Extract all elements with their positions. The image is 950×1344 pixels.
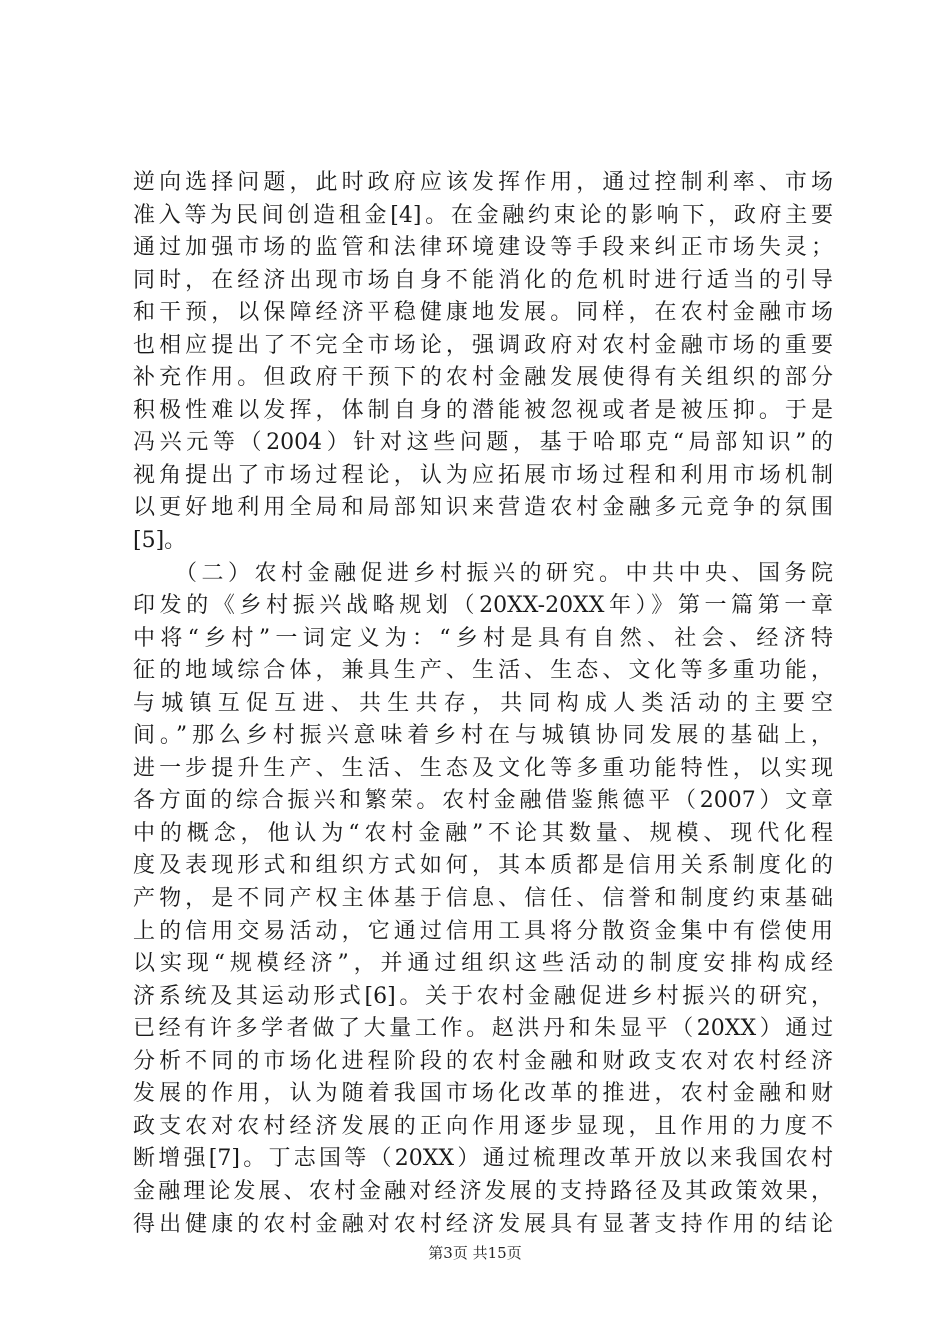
text-line: 和干预，以保障经济平稳健康地发展。同样，在农村金融市场 (133, 300, 833, 326)
text-line: 视角提出了市场过程论，认为应拓展市场过程和利用市场机制 (133, 462, 833, 488)
text-line: 济系统及其运动形式[6]。关于农村金融促进乡村振兴的研究， (133, 983, 833, 1009)
text-line: 断增强[7]。丁志国等（20XX）通过梳理改革开放以来我国农村 (133, 1146, 833, 1172)
text-line: 上的信用交易活动，它通过信用工具将分散资金集中有偿使用 (133, 918, 833, 944)
text-line: 印发的《乡村振兴战略规划（20XX-20XX年）》第一篇第一章 (133, 593, 833, 619)
text-line: 中的概念，他认为“农村金融”不论其数量、规模、现代化程 (133, 820, 833, 846)
text-line: 进一步提升生产、生活、生态及文化等多重功能特性，以实现 (133, 755, 833, 781)
text-line: 逆向选择问题，此时政府应该发挥作用，通过控制利率、市场 (133, 170, 833, 195)
text-line: 冯兴元等（2004）针对这些问题，基于哈耶克“局部知识”的 (133, 430, 833, 456)
text-line: 同时，在经济出现市场自身不能消化的危机时进行适当的引导 (133, 267, 833, 293)
text-line: 金融理论发展、农村金融对经济发展的支持路径及其政策效果， (133, 1178, 833, 1204)
text-line: 分析不同的市场化进程阶段的农村金融和财政支农对农村经济 (133, 1048, 833, 1074)
text-line: 已经有许多学者做了大量工作。赵洪丹和朱显平（20XX）通过 (133, 1016, 833, 1042)
text-line: 通过加强市场的监管和法律环境建设等手段来纠正市场失灵； (133, 235, 833, 261)
text-line: （二）农村金融促进乡村振兴的研究。中共中央、国务院 (133, 560, 833, 586)
text-line: 间。”那么乡村振兴意味着乡村在与城镇协同发展的基础上， (133, 723, 833, 749)
text-line: 也相应提出了不完全市场论，强调政府对农村金融市场的重要 (133, 332, 833, 358)
text-line: 准入等为民间创造租金[4]。在金融约束论的影响下，政府主要 (133, 202, 833, 228)
text-line: [5]。 (133, 528, 187, 554)
text-line: 征的地域综合体，兼具生产、生活、生态、文化等多重功能， (133, 658, 833, 684)
text-line: 补充作用。但政府干预下的农村金融发展使得有关组织的部分 (133, 365, 833, 391)
text-line: 各方面的综合振兴和繁荣。农村金融借鉴熊德平（2007）文章 (133, 788, 833, 814)
text-line: 政支农对农村经济发展的正向作用逐步显现，且作用的力度不 (133, 1113, 833, 1139)
text-line: 以更好地利用全局和局部知识来营造农村金融多元竞争的氛围 (133, 495, 833, 521)
page-footer: 第3页 共15页 (428, 1244, 522, 1262)
text-line: 发展的作用，认为随着我国市场化改革的推进，农村金融和财 (133, 1081, 833, 1107)
text-line: 以实现“规模经济”，并通过组织这些活动的制度安排构成经 (133, 951, 833, 977)
text-line: 产物，是不同产权主体基于信息、信任、信誉和制度约束基础 (133, 886, 833, 912)
text-line: 中将“乡村”一词定义为：“乡村是具有自然、社会、经济特 (133, 625, 833, 651)
text-line: 与城镇互促互进、共生共存，共同构成人类活动的主要空 (133, 690, 833, 716)
text-line: 积极性难以发挥，体制自身的潜能被忽视或者是被压抑。于是 (133, 397, 833, 423)
text-line: 得出健康的农村金融对农村经济发展具有显著支持作用的结论 (133, 1211, 833, 1237)
text-line: 度及表现形式和组织方式如何，其本质都是信用关系制度化的 (133, 853, 833, 879)
body-text (133, 167, 833, 1241)
